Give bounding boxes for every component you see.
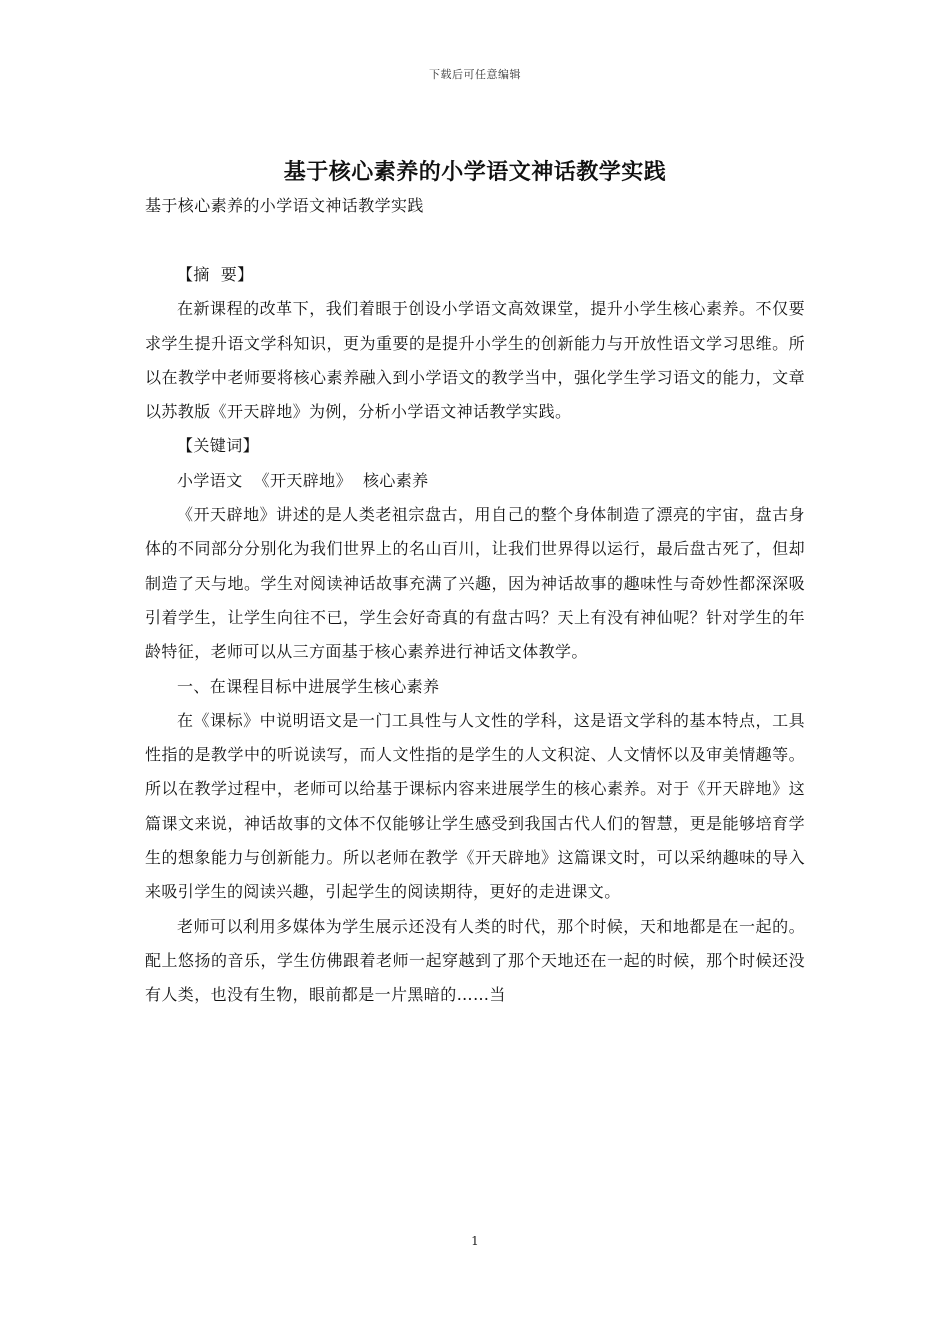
abstract-heading: 【摘 要】 — [177, 265, 254, 284]
section-1-heading: 一、在课程目标中进展学生核心素养 — [177, 676, 440, 696]
document-title: 基于核心素养的小学语文神话教学实践 — [283, 159, 667, 185]
document-body — [145, 150, 805, 1013]
body-paragraph-1: 《开天辟地》讲述的是人类老祖宗盘古，用自己的整个身体制造了漂亮的宇宙，盘古身体的不同部分分别化为我们世界上的名山百川，让我们世界得以运行，最后盘古死了，但却制造了天与地。学生对阅读神话故事充满了兴趣，因为神话故事的趣味性与奇妙性都深深吸引着学生，让学生向往不已，学生会好奇真的有盘古吗？天上有没有神仙呢？针对学生的年龄特征，老师可以从三方面基于核心素养进行神话文体教学。 — [145, 505, 805, 662]
body-paragraph-2: 在《课标》中说明语文是一门工具性与人文性的学科，这是语文学科的基本特点，工具性指的是教学中的听说读写，而人文性指的是学生的人文积淀、人文情怀以及审美情趣等。所以在教学过程中，老师可以给基于课标内容来进展学生的核心素养。对于《开天辟地》这篇课文来说，神话故事的文体不仅能够让学生感受到我国古代人们的智慧，更是能够培育学生的想象能力与创新能力。所以老师在教学《开天辟地》这篇课文时，可以采纳趣味的导入来吸引学生的阅读兴趣，引起学生的阅读期待，更好的走进课文。 — [145, 710, 805, 902]
abstract-text: 在新课程的改革下，我们着眼于创设小学语文高效课堂，提升小学生核心素养。不仅要求学生提升语文学科知识，更为重要的是提升小学生的创新能力与开放性语文学习思维。所以在教学中老师要将核心素养融入到小学语文的教学当中，强化学生学习语文的能力，文章以苏教版《开天辟地》为例，分析小学语文神话教学实践。 — [145, 299, 805, 422]
keywords-heading: 【关键词】 — [177, 436, 260, 456]
header-note: 下载后可任意编辑 — [429, 68, 521, 81]
document-subtitle: 基于核心素养的小学语文神话教学实践 — [145, 196, 424, 215]
body-paragraph-3: 老师可以利用多媒体为学生展示还没有人类的时代，那个时候，天和地都是在一起的。配上悠扬的音乐，学生仿佛跟着老师一起穿越到了那个天地还在一起的时候，那个时候还没有人类，也没有生物，眼前都是一片黑暗的……当 — [145, 916, 805, 1005]
page-number: 1 — [471, 1234, 479, 1248]
keywords-text: 小学语文 《开天辟地》 核心素养 — [177, 470, 429, 490]
